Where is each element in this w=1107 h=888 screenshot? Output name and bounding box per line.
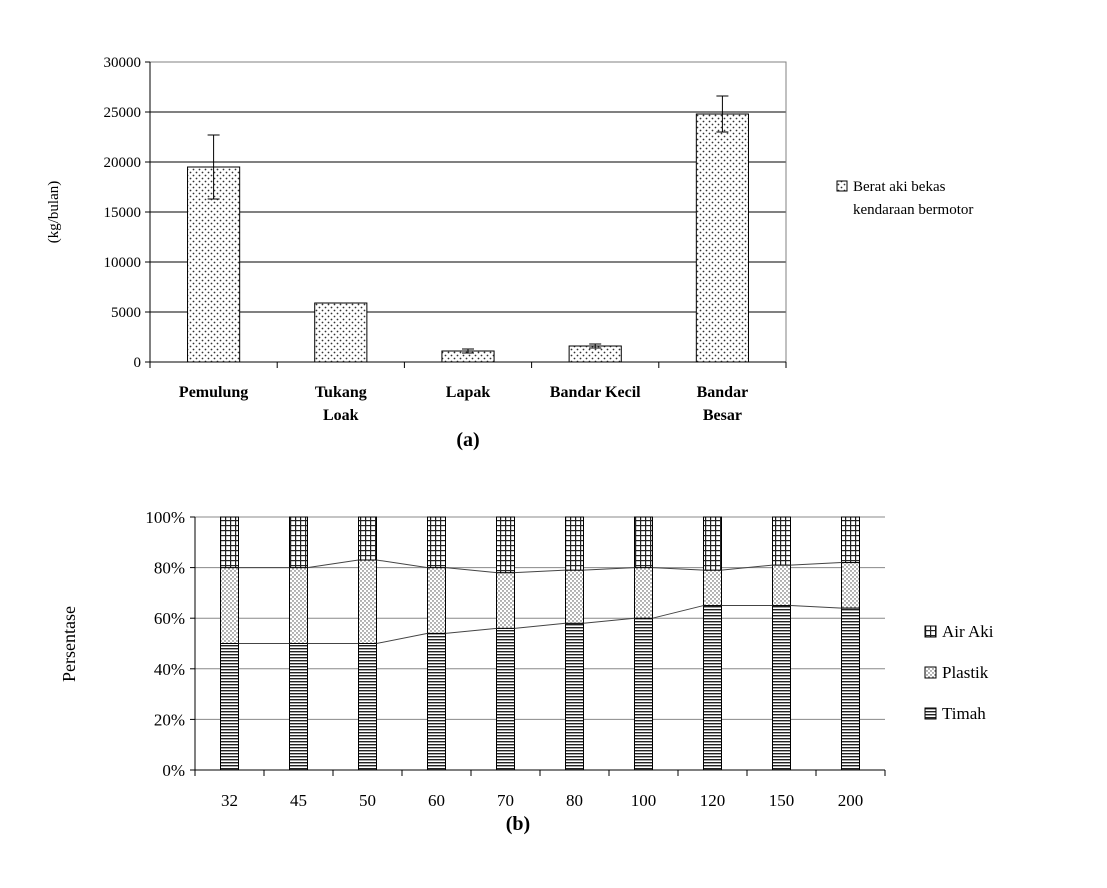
chart-b-legend-label: Timah	[942, 704, 986, 723]
chart-b-legend-label: Plastik	[942, 663, 989, 682]
chart-b-series-line	[791, 606, 842, 609]
chart-b-category-label: 200	[837, 791, 864, 810]
chart-a-category-label: Bandar Kecil	[549, 384, 641, 401]
chart-b-y-tick-label: 100%	[145, 508, 185, 527]
chart-a-y-tick-label: 5000	[111, 305, 141, 321]
chart-b	[59, 508, 994, 835]
chart-a-y-tick-label: 25000	[103, 105, 141, 121]
chart-b-bar-segment	[842, 517, 860, 563]
chart-b-series-line	[446, 628, 497, 633]
chart-b-bar-segment	[428, 633, 446, 770]
chart-b-bar-segment	[221, 517, 239, 568]
chart-b-bar-segment	[359, 560, 377, 643]
chart-b-category-label: 80	[566, 791, 583, 810]
chart-b-category-label: 100	[630, 791, 657, 810]
chart-b-bar-segment	[842, 563, 860, 609]
chart-b-category-label: 150	[768, 791, 795, 810]
chart-b-bar-segment	[566, 623, 584, 770]
chart-b-bar-segment	[221, 644, 239, 771]
chart-b-panel-label: (b)	[505, 813, 531, 835]
chart-b-y-tick-label: 40%	[153, 659, 185, 679]
chart-b-legend-swatch	[925, 708, 936, 719]
chart-b-bar-segment	[773, 565, 791, 605]
chart-b-bar-segment	[428, 568, 446, 634]
chart-b-bar-segment	[566, 517, 584, 570]
chart-b-series-line	[308, 560, 359, 568]
chart-b-y-tick-labels	[145, 508, 185, 780]
chart-b-bar-segment	[635, 618, 653, 770]
chart-a-y-tick-labels	[104, 55, 142, 371]
chart-b-legend-swatch	[925, 626, 936, 637]
chart-a-gridlines	[150, 112, 786, 312]
chart-b-legend	[925, 622, 994, 723]
chart-b-bar-segment	[704, 606, 722, 770]
chart-b-series-connectors	[239, 560, 842, 643]
chart-a-category-labels	[179, 384, 748, 424]
chart-a	[46, 55, 973, 451]
chart-b-bar-segment	[773, 517, 791, 565]
chart-b-y-tick-label: 80%	[153, 558, 185, 578]
chart-b-bar-segment	[497, 628, 515, 770]
chart-b-series-line	[653, 606, 704, 619]
chart-b-bar-segment	[221, 568, 239, 644]
chart-a-category-label: Besar	[702, 407, 742, 424]
chart-b-y-axis-title: Persentase	[59, 606, 79, 682]
chart-b-series-line	[791, 563, 842, 566]
chart-a-category-label: Pemulung	[178, 384, 249, 401]
chart-a-bar	[315, 303, 367, 362]
chart-a-panel-label: (a)	[456, 429, 480, 451]
chart-b-legend-swatch	[925, 667, 936, 678]
chart-b-bar-segment	[704, 570, 722, 605]
chart-a-y-tick-label: 0	[133, 355, 141, 371]
chart-a-legend-line-2: kendaraan bermotor	[853, 202, 974, 218]
chart-b-series-line	[377, 560, 428, 568]
chart-a-bars	[188, 96, 749, 362]
chart-a-y-tick-label: 15000	[103, 205, 141, 221]
chart-b-y-tick-label: 0%	[162, 761, 185, 780]
chart-a-category-label: Lapak	[445, 384, 491, 401]
chart-b-category-labels	[221, 791, 863, 810]
chart-b-category-label: 50	[359, 791, 376, 810]
chart-b-bar-segment	[497, 573, 515, 629]
chart-a-y-tick-label: 20000	[103, 155, 141, 171]
chart-b-category-label: 32	[221, 791, 238, 810]
chart-b-bar-segment	[635, 568, 653, 619]
chart-b-category-label: 60	[428, 791, 445, 810]
chart-b-bar-segment	[359, 517, 377, 560]
chart-a-y-tick-label: 10000	[103, 255, 141, 271]
chart-a-legend-swatch	[837, 181, 847, 191]
chart-b-series-line	[584, 618, 635, 623]
chart-a-axis	[145, 62, 786, 368]
chart-a-category-label: Bandar	[696, 384, 749, 401]
chart-b-legend-label: Air Aki	[942, 622, 994, 641]
chart-b-bar-segment	[428, 517, 446, 568]
chart-b-y-tick-label: 20%	[153, 710, 185, 730]
chart-b-bar-segment	[497, 517, 515, 573]
chart-b-bar-segment	[704, 517, 722, 570]
chart-b-bar-segment	[290, 568, 308, 644]
chart-b-bar-segment	[635, 517, 653, 568]
chart-b-y-tick-label: 60%	[153, 609, 185, 629]
chart-a-category-label: Tukang	[314, 384, 367, 401]
chart-b-bar-segment	[842, 608, 860, 770]
chart-b-category-label: 70	[497, 791, 514, 810]
chart-a-bar	[696, 114, 748, 362]
chart-b-bar-segment	[773, 606, 791, 770]
chart-b-bar-segment	[290, 644, 308, 771]
chart-b-bar-segment	[566, 570, 584, 623]
chart-a-legend	[837, 179, 973, 218]
chart-b-bar-segment	[359, 644, 377, 771]
chart-b-series-line	[515, 623, 566, 628]
chart-b-series-line	[446, 568, 497, 573]
chart-b-series-line	[515, 570, 566, 573]
chart-b-series-line	[377, 633, 428, 643]
chart-b-category-label: 120	[699, 791, 726, 810]
chart-b-category-label: 45	[290, 791, 307, 810]
chart-a-legend-line-1: Berat aki bekas	[853, 179, 946, 195]
chart-b-bar-segment	[290, 517, 308, 568]
chart-a-category-label: Loak	[323, 407, 359, 424]
chart-a-y-axis-title: (kg/bulan)	[46, 180, 62, 244]
chart-a-y-tick-label: 30000	[103, 55, 141, 71]
